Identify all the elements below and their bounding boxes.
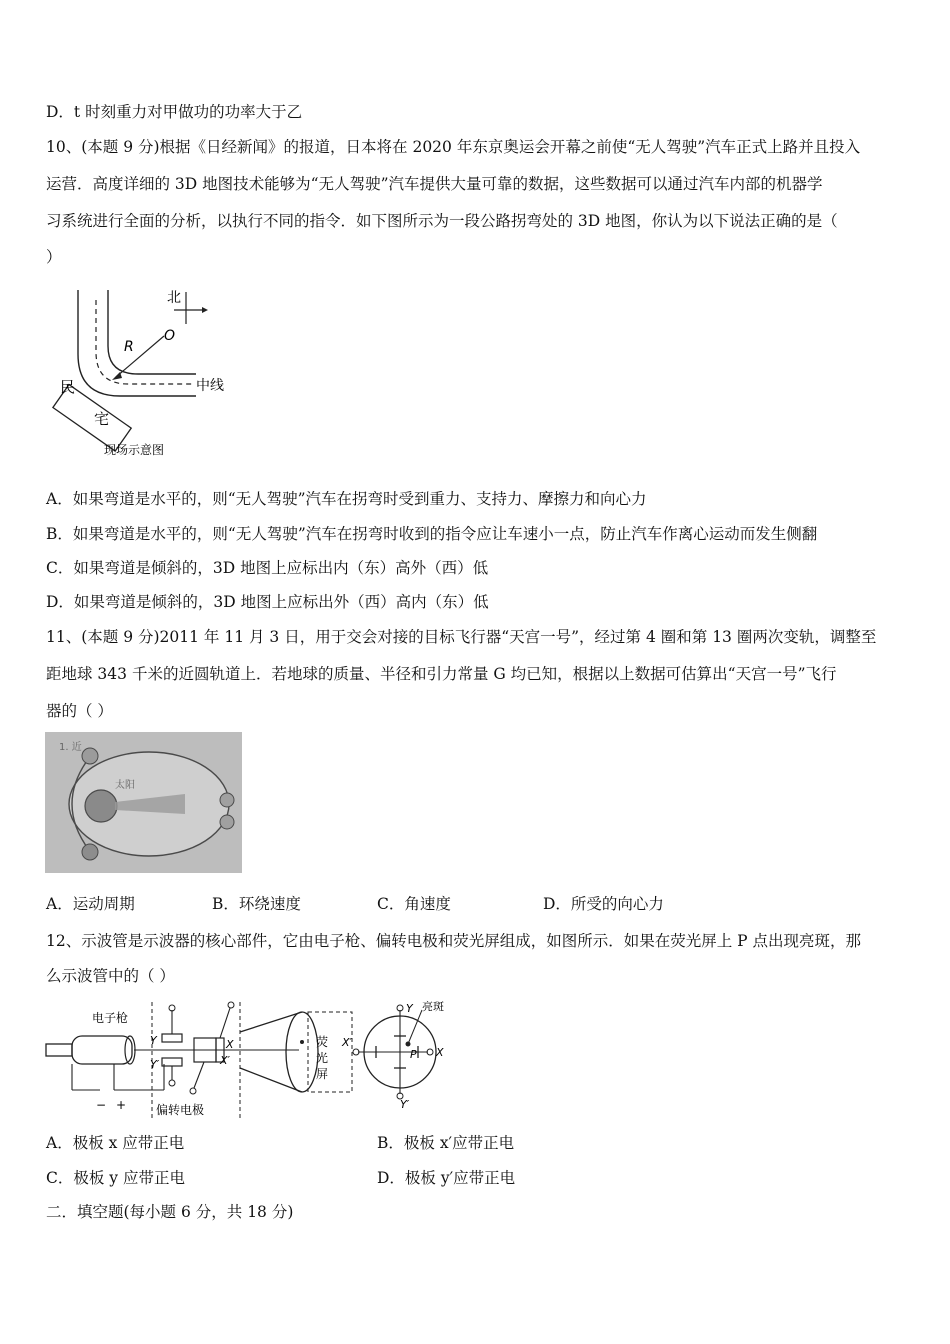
spot-p-label: P bbox=[410, 1048, 417, 1061]
screen-y-prime-label: Y′ bbox=[400, 1098, 410, 1111]
q11-stem-line-1: 11、(本题 9 分)2011 年 11 月 3 日，用于交会对接的目标飞行器“天宫一号”，经过第 4 圈和第 13 圈两次变轨，调整至 bbox=[46, 628, 877, 646]
q12-option-d: D．极板 y′应带正电 bbox=[377, 1169, 516, 1187]
q12-stem-line-1: 12、示波管是示波器的核心部件，它由电子枪、偏转电极和荧光屏组成，如图所示．如果在荧光屏上 P 点出现亮斑，那 bbox=[46, 932, 862, 950]
q10-option-d: D．如果弯道是倾斜的，3D 地图上应标出外（西）高内（东）低 bbox=[46, 593, 489, 611]
house-char-1: 民 bbox=[60, 378, 76, 396]
gun-minus: − bbox=[96, 1098, 107, 1112]
q10-option-c: C．如果弯道是倾斜的，3D 地图上应标出内（东）高外（西）低 bbox=[46, 559, 489, 577]
q12-option-a: A．极板 x 应带正电 bbox=[46, 1134, 185, 1152]
q12-option-b: B．极板 x′应带正电 bbox=[377, 1134, 515, 1152]
q12-oscilloscope-figure bbox=[44, 996, 454, 1120]
photo-label-top: 1. 近 bbox=[59, 742, 82, 753]
q11-option-b: B．环绕速度 bbox=[212, 895, 301, 913]
plate-x-prime-label: X′ bbox=[220, 1054, 231, 1067]
q11-option-c: C．角速度 bbox=[377, 895, 451, 913]
q10-road-figure bbox=[46, 284, 236, 464]
q10-stem-line-1: 10、(本题 9 分)根据《日经新闻》的报道，日本将在 2020 年东京奥运会开幕之前使“无人驾驶”汽车正式上路并且投入 bbox=[46, 138, 861, 156]
screen-char-3: 屏 bbox=[316, 1067, 329, 1081]
gun-plus: + bbox=[116, 1098, 127, 1112]
q10-option-b: B．如果弯道是水平的，则“无人驾驶”汽车在拐弯时收到的指令应让车速小一点，防止汽车作离心运动而发生侧翻 bbox=[46, 525, 818, 543]
screen-x-prime-label: X′ bbox=[342, 1036, 353, 1049]
q11-stem-line-3: 器的（ ） bbox=[46, 702, 113, 720]
spot-label: 亮斑 bbox=[422, 1000, 444, 1013]
screen-char-1: 荧 bbox=[316, 1035, 329, 1049]
section-2-heading: 二．填空题(每小题 6 分，共 18 分) bbox=[46, 1203, 294, 1221]
q11-option-a: A．运动周期 bbox=[46, 895, 135, 913]
q10-stem-line-2: 运营．高度详细的 3D 地图技术能够为“无人驾驶”汽车提供大量可靠的数据，这些数据可以通过汽车内部的机器学 bbox=[46, 175, 823, 193]
deflect-label: 偏转电极 bbox=[156, 1103, 205, 1117]
screen-char-2: 光 bbox=[316, 1051, 329, 1065]
q9-option-d: D．t 时刻重力对甲做功的功率大于乙 bbox=[46, 103, 303, 121]
figure-caption: 现场示意图 bbox=[104, 443, 165, 457]
house-char-2: 宅 bbox=[94, 410, 110, 428]
plate-y-prime-label: Y′ bbox=[150, 1058, 160, 1071]
screen-x-label: X bbox=[436, 1046, 444, 1059]
q10-stem-line-4: ） bbox=[46, 248, 62, 266]
q10-stem-line-3: 习系统进行全面的分析，以执行不同的指令．如下图所示为一段公路拐弯处的 3D 地图，你认为以下说法正确的是（ bbox=[46, 212, 838, 230]
q12-stem-line-2: 么示波管中的（ ） bbox=[46, 967, 175, 985]
screen-y-label: Y bbox=[406, 1002, 413, 1015]
q10-option-a: A．如果弯道是水平的，则“无人驾驶”汽车在拐弯时受到重力、支持力、摩擦力和向心力 bbox=[46, 490, 647, 508]
center-o-label: O bbox=[164, 328, 176, 344]
plate-y-label: Y bbox=[150, 1034, 157, 1047]
plate-x-label: X bbox=[226, 1038, 234, 1051]
radius-r-label: R bbox=[124, 339, 134, 355]
q11-orbit-photo bbox=[45, 732, 242, 873]
gun-label: 电子枪 bbox=[92, 1011, 129, 1025]
midline-label: 中线 bbox=[196, 378, 224, 394]
q11-stem-line-2: 距地球 343 千米的近圆轨道上．若地球的质量、半径和引力常量 G 均已知，根据以上数据可估算出“天宫一号”飞行 bbox=[46, 665, 837, 683]
q12-option-c: C．极板 y 应带正电 bbox=[46, 1169, 185, 1187]
q11-option-d: D．所受的向心力 bbox=[543, 895, 664, 913]
photo-label-center: 太阳 bbox=[115, 780, 135, 791]
north-label: 北 bbox=[167, 290, 181, 306]
